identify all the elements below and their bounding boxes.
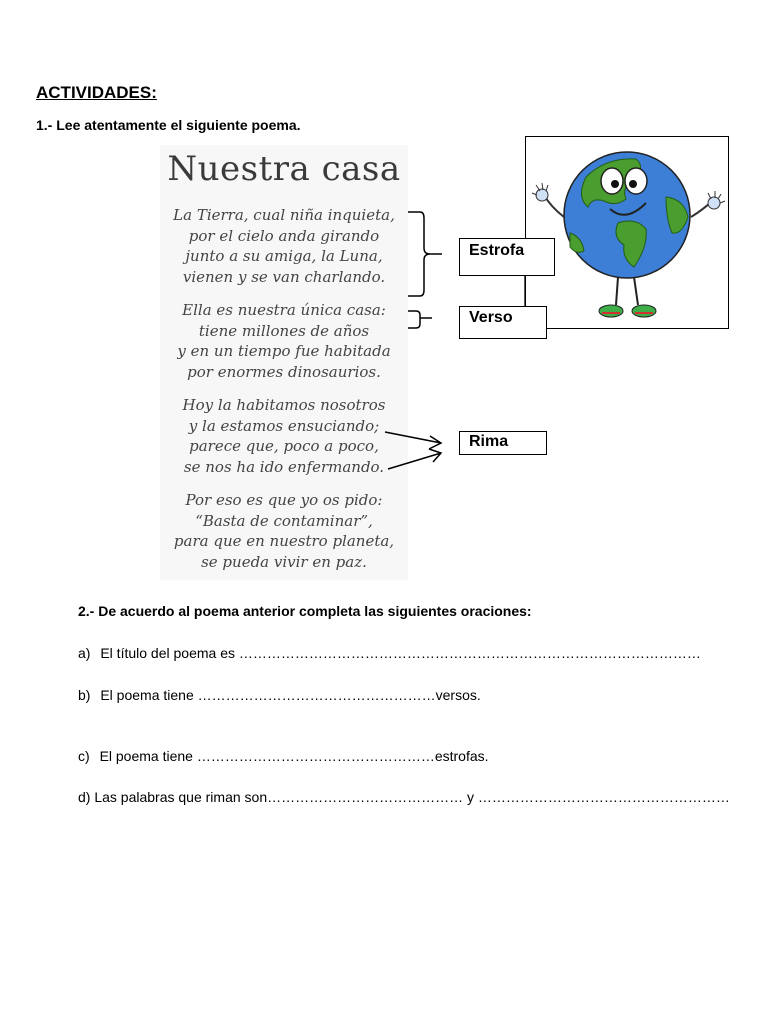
poem-line: vienen y se van charlando. bbox=[182, 267, 386, 286]
poem-line: junto a su amiga, la Luna, bbox=[185, 247, 383, 265]
poem-line: y la estamos ensuciando; bbox=[188, 416, 380, 435]
label-verso: Verso bbox=[459, 306, 547, 339]
item-text: Las palabras que riman son…………………………………… y ……………………………………………… bbox=[94, 789, 730, 805]
item-letter: a) bbox=[78, 645, 91, 661]
item-text: El poema tiene ……………………………………………versos. bbox=[100, 687, 481, 703]
item-letter: d) bbox=[78, 789, 91, 805]
item-a bbox=[78, 645, 701, 661]
item-b bbox=[78, 687, 481, 703]
item-text: El título del poema es ……………………………………………………………………………………… bbox=[100, 645, 701, 661]
verse-brace-icon bbox=[408, 311, 432, 328]
item-c bbox=[78, 748, 489, 764]
label-rima: Rima bbox=[459, 431, 547, 455]
poem-line: Hoy la habitamos nosotros bbox=[182, 396, 386, 414]
poem-line: para que en nuestro planeta, bbox=[173, 532, 395, 550]
poem-line: “Basta de contaminar”, bbox=[195, 511, 373, 530]
poem-line: Por eso es que yo os pido: bbox=[185, 491, 383, 509]
poem-line: se nos ha ido enfermando. bbox=[183, 457, 385, 476]
label-estrofa: Estrofa bbox=[459, 238, 555, 276]
poem-line: por enormes dinosaurios. bbox=[187, 362, 381, 381]
poem-line: parece que, poco a poco, bbox=[189, 437, 379, 455]
item-text: El poema tiene ……………………………………………estrofas. bbox=[99, 748, 489, 764]
question-2: 2.- De acuerdo al poema anterior completa las siguientes oraciones: bbox=[78, 603, 532, 619]
item-letter: b) bbox=[78, 687, 91, 703]
poem-line: se pueda vivir en paz. bbox=[201, 552, 367, 571]
stanza-brace-icon bbox=[408, 212, 442, 296]
question-1: 1.- Lee atentamente el siguiente poema. bbox=[36, 117, 301, 133]
poem-line: y en un tiempo fue habitada bbox=[177, 342, 391, 360]
poem-line: Ella es nuestra única casa: bbox=[182, 301, 386, 319]
item-letter: c) bbox=[78, 748, 90, 764]
item-d bbox=[78, 789, 730, 805]
page-heading: ACTIVIDADES: bbox=[36, 83, 157, 102]
poem-line: por el cielo anda girando bbox=[188, 226, 380, 245]
poem-line: La Tierra, cual niña inquieta, bbox=[173, 206, 395, 224]
poem-line: tiene millones de años bbox=[198, 321, 370, 340]
poem-title: Nuestra casa bbox=[167, 149, 401, 189]
